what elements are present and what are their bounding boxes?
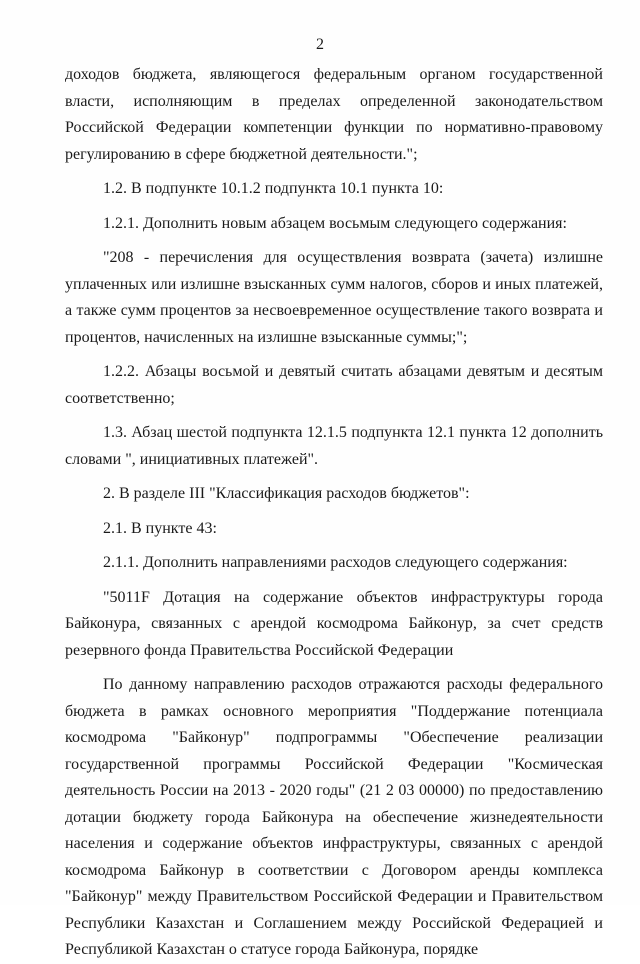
paragraph-2-1: 2.1. В пункте 43: bbox=[103, 519, 217, 537]
paragraph-code-5011f: "5011F Дотация на содержание объектов инфраструктуры города Байконура, связанных с арендой космодрома Байконур, за счет средств резервного фонда Правительства Российской Федерации bbox=[65, 588, 603, 659]
paragraph-code-208: "208 - перечисления для осуществления возврата (зачета) излишне уплаченных или излишне взысканных сумм налогов, сборов и иных платежей, а также сумм процентов за несвоевременное осуществление такого возврата и процентов, начисленных на излишне взысканные суммы;"; bbox=[65, 249, 603, 346]
paragraph-continuation: доходов бюджета, являющегося федеральным органом государственной власти, исполняющим в пределах определенной законодательством Российской Федерации компетенции функции по нормативно-правовому регулированию в сфере бюджетной деятельности."; bbox=[65, 66, 603, 163]
paragraph-1-2-1: 1.2.1. Дополнить новым абзацем восьмым следующего содержания: bbox=[103, 214, 567, 232]
paragraph-2-1-1: 2.1.1. Дополнить направлениями расходов следующего содержания: bbox=[103, 554, 568, 571]
paragraph-1-2-2: 1.2.2. Абзацы восьмой и девятый считать абзацами девятым и десятым соответственно; bbox=[65, 363, 603, 407]
paragraph-2: 2. В разделе III "Классификация расходов бюджетов": bbox=[103, 485, 470, 502]
page-number: 2 bbox=[316, 36, 324, 53]
paragraph-direction-description: По данному направлению расходов отражаются расходы федерального бюджета в рамках основного мероприятия "Поддержание потенциала космодрома "Байконур" подпрограммы "Обеспечение реализации государственной программы Российской Федерации "Космическая деятельность России на 2013 - 2020 годы" (21 2 03 00000) по предоставлению дотации бюджету города Байконура на обеспечение жизнедеятельности населения и содержание объектов инфраструктуры, связанных с арендой космодрома Байконур в соответствии с Договором аренды комплекса "Байконур" между Правительством Российской Федерации и Правительством Республики Казахстан и Соглашением между Российской Федерацией и Республикой Казахстан о статусе города Байконура, порядке bbox=[65, 676, 603, 958]
paragraph-1-3: 1.3. Абзац шестой подпункта 12.1.5 подпункта 12.1 пункта 12 дополнить словами ", инициативных платежей". bbox=[65, 424, 603, 468]
document-body bbox=[65, 62, 603, 964]
paragraph-1-2: 1.2. В подпункте 10.1.2 подпункта 10.1 пункта 10: bbox=[103, 180, 444, 197]
